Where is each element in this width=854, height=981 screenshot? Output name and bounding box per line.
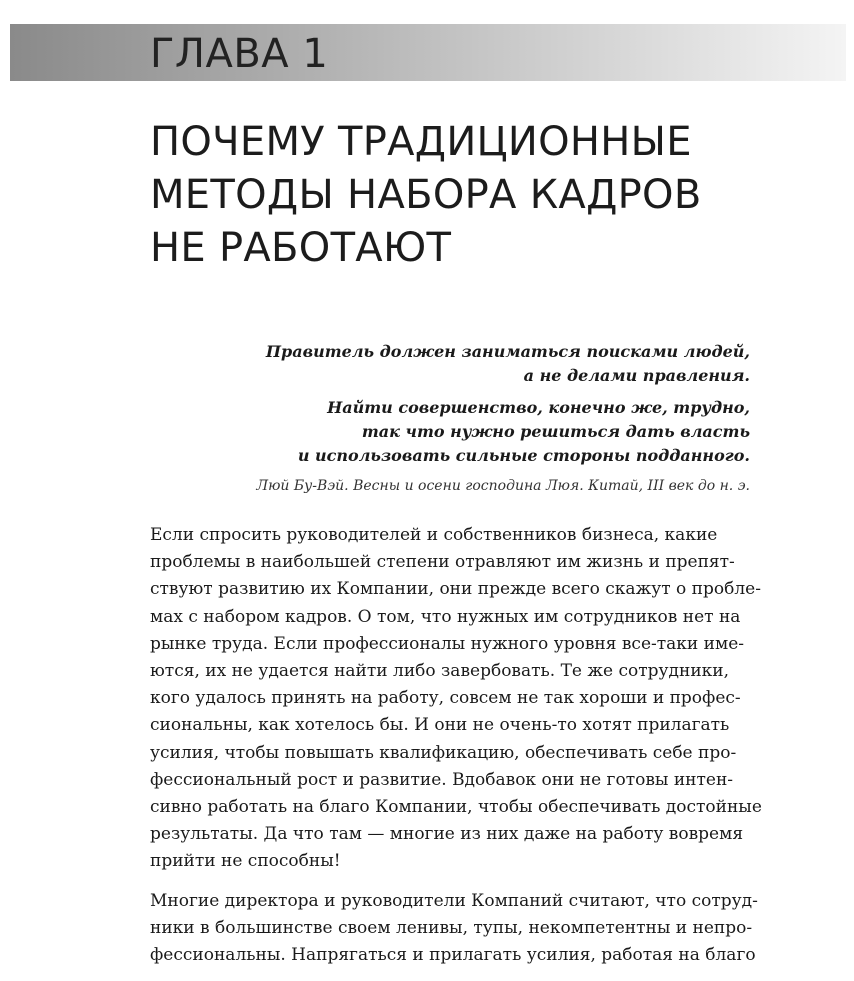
epigraph-attribution: Люй Бу-Вэй. Весны и осени господина Люя. Китай, III век до н. э. xyxy=(256,478,750,494)
body-line: ники в большинстве своем ленивы, тупы, некомпетентны и непро- xyxy=(150,917,753,938)
chapter-title-line: МЕТОДЫ НАБОРА КАДРОВ xyxy=(150,172,702,218)
body-line: рынке труда. Если профессионалы нужного уровня все-таки име- xyxy=(150,633,745,654)
chapter-title-line: НЕ РАБОТАЮТ xyxy=(150,225,452,271)
body-line: сиональны, как хотелось бы. И они не очень-то хотят прилагать xyxy=(150,715,730,736)
body-line: фессиональный рост и развитие. Вдобавок они не готовы интен- xyxy=(150,769,734,790)
epigraph-paragraph xyxy=(150,396,750,468)
chapter-header-band xyxy=(10,24,846,81)
body-line: проблемы в наибольшей степени отравляют им жизнь и препят- xyxy=(150,552,735,573)
epigraph-line: Найти совершенство, конечно же, трудно, xyxy=(327,398,750,417)
epigraph-line: так что нужно решиться дать власть xyxy=(361,422,750,441)
body-line: мах с набором кадров. О том, что нужных им сотрудников нет на xyxy=(150,606,741,627)
body-line: кого удалось принять на работу, совсем не так хороши и профес- xyxy=(150,688,741,709)
epigraph-line: Правитель должен заниматься поисками людей, xyxy=(265,342,750,361)
body-paragraph xyxy=(150,888,758,970)
body-line: ются, их не удается найти либо завербовать. Те же сотрудники, xyxy=(150,661,730,682)
chapter-title xyxy=(150,116,702,275)
body-line: Многие директора и руководители Компаний считают, что сотруд- xyxy=(150,890,758,911)
body-paragraph xyxy=(150,522,762,876)
body-line: усилия, чтобы повышать квалификацию, обеспечивать себе про- xyxy=(150,742,737,763)
epigraph xyxy=(150,340,750,496)
chapter-title-line: ПОЧЕМУ ТРАДИЦИОННЫЕ xyxy=(150,119,692,165)
body-line: фессиональны. Напрягаться и прилагать усилия, работая на благо xyxy=(150,945,756,966)
epigraph-paragraph xyxy=(150,340,750,388)
body-line: прийти не способны! xyxy=(150,851,341,872)
body-line: ствуют развитию их Компании, они прежде всего скажут о пробле- xyxy=(150,579,761,600)
epigraph-line: а не делами правления. xyxy=(523,366,750,385)
body-line: сивно работать на благо Компании, чтобы обеспечивать достойные xyxy=(150,797,762,818)
epigraph-line: и использовать сильные стороны подданного. xyxy=(297,446,750,465)
chapter-label: ГЛАВА 1 xyxy=(150,31,329,77)
body-text xyxy=(150,522,762,981)
body-line: результаты. Да что там — многие из них даже на работу вовремя xyxy=(150,824,744,845)
body-line: Если спросить руководителей и собственников бизнеса, какие xyxy=(150,525,718,545)
